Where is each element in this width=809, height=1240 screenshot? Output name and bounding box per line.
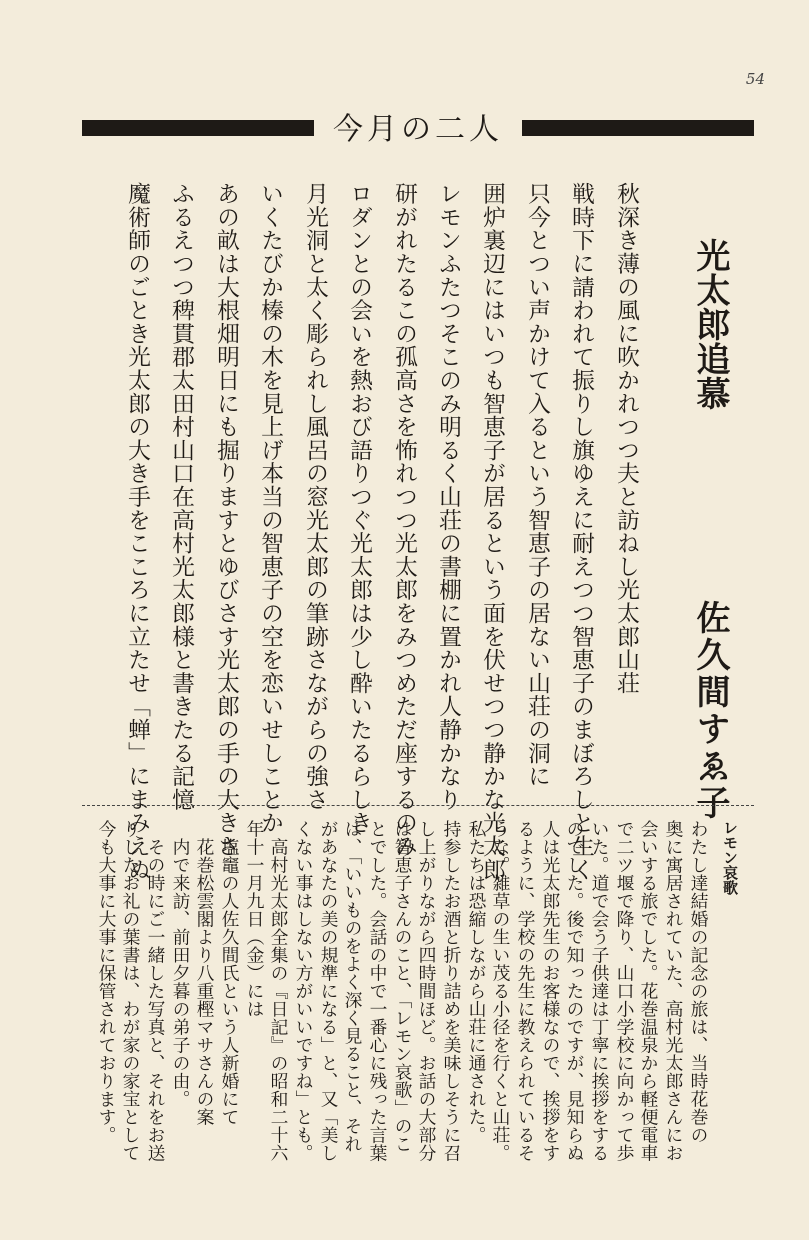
poem-line: いくたびか榛の木を見上げ本当の智恵子の空を恋いせしことか [257,182,283,835]
poem-line: 月光洞と太く彫られし風呂の窓光太郎の筆跡さながらの強さ [302,182,328,812]
essay-line: うな。雑草の生い茂る小径を行くと山荘。 [490,820,511,1162]
essay-line: 私たちは恐縮しながら山荘に通された。 [466,820,487,1144]
essay-line: るように、学校の先生に教えられているそ [515,820,536,1162]
essay-line: その時にご一緒した写真と、それをお送 [145,838,166,1162]
poem-line: レモンふたつそこのみ明るく山荘の書棚に置かれ人静かなり [435,182,461,812]
poem-line: ふるえつつ稗貫郡太田村山口在高村光太郎様と書きたる記憶 [168,182,194,812]
essay-line: 高村光太郎全集の『日記』の昭和二十六 [268,838,289,1162]
heading-bar-left [82,120,314,136]
essay-line: 内で来訪、前田夕暮の弟子の由。 [170,838,191,1108]
poem-line: あの畝は大根畑明日にも掘りますとゆびさす光太郎の手の大きさ [213,182,239,858]
essay-line: わたし達結婚の記念の旅は、当時花巻の [688,820,709,1144]
section-heading [82,112,754,148]
essay-line: くない事はしない方がいいですね」とも。 [293,820,314,1162]
poem-line: ロダンとの会いを熱おび語りつぐ光太郎は少し酔いたるらしき [346,182,372,835]
poem-line: 研がれたるこの孤高さを怖れつつ光太郎をみつめただ座するのみ [391,182,417,858]
essay-line: で二ツ堰で降り、山口小学校に向かって歩 [614,820,635,1162]
heading-title: 今月の二人 [333,112,503,147]
essay-line: 会いする旅でした。花巻温泉から軽便電車 [638,820,659,1162]
essay-line: 年十一月九日（金）には [244,820,265,1018]
essay-line: 持参したお酒と折り詰めを美味しそうに召 [441,820,462,1162]
poem-line: 秋深き薄の風に吹かれつつ夫と訪ねし光太郎山荘 [613,182,639,695]
poem-line: 魔術師のごとき光太郎の大き手をこころに立たせ「蝉」にまみえぬ [124,182,150,881]
essay-title: レモン哀歌 [721,820,739,895]
poem-author: 佐久間すゑ子 [690,600,730,822]
essay-line: し上がりながら四時間ほど。お話の大部分 [416,820,437,1162]
essay-line: とでした。会話の中で一番心に残った言葉 [367,820,388,1162]
essay-line: 塩竈の人佐久間氏という人新婚にて [219,838,240,1126]
poem-line: 只今とつい声かけて入るという智恵子の居ない山荘の洞に [524,182,550,788]
essay-line: 奥に寓居されていた、高村光太郎さんにお [663,820,684,1162]
poem-title: 光太郎追慕 [690,238,730,411]
essay-line: 花巻松雲閣より八重樫マサさんの案 [194,838,215,1126]
poem-line: 囲炉裏辺にはいつも智恵子が居るという面を伏せつつ静かな光太郎 [479,182,505,881]
poem-line: 戦時下に請われて振りし旗ゆえに耐えつつ智恵子のまぼろしと生く [568,182,594,881]
essay-line: 今も大事に大事に保管されております。 [96,820,117,1144]
section-divider [82,805,754,806]
essay-line: があなたの美の規準になる」と、又「美し [318,820,339,1162]
essay-line: は、「いいものをよく深く見ること、それ [342,820,363,1153]
page-number: 54 [745,70,765,88]
essay-line: 人は光太郎先生のお客様なので、挨拶をす [540,820,561,1162]
essay-line: のでした。後で知ったのですが、見知らぬ [564,820,585,1162]
essay-line: りしたお礼の葉書は、わが家の家宝として [120,820,141,1162]
essay-line: いた。道で会う子供達は丁寧に挨拶をする [589,820,610,1162]
essay-line: は智恵子さんのこと、「レモン哀歌」のこ [392,820,413,1153]
heading-bar-right [522,120,754,136]
